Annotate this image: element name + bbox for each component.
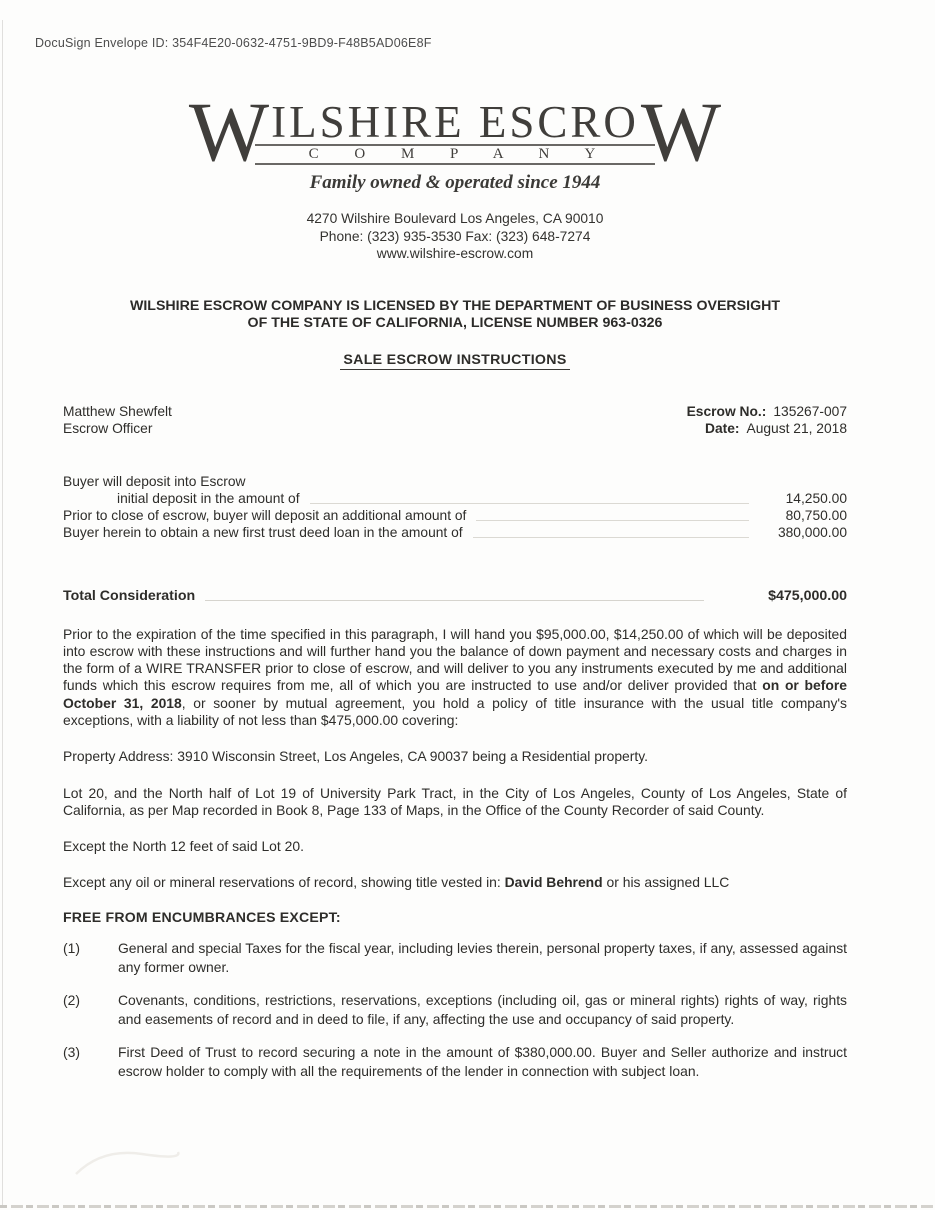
- dotted-leader: [205, 600, 704, 601]
- deposit-amount: 380,000.00: [777, 524, 847, 540]
- deposit-intro: Buyer will deposit into Escrow: [63, 473, 246, 489]
- logo-big-w-right: W: [640, 85, 722, 179]
- date-label: Date:: [705, 420, 740, 436]
- title-row: [63, 351, 847, 370]
- legal-description: Lot 20, and the North half of Lot 19 of University Park Tract, in the City of Los Angeles, County of Los Angeles, State of California, as per Map recorded in Book 8, Page 133 of Maps, in the Office of the County Recorder of said County.: [63, 784, 847, 818]
- deposit-row-additional: [63, 507, 847, 524]
- vesting-text: Except any oil or mineral reservations of record, showing title vested in:: [63, 874, 505, 891]
- vesting-text-end: or his assigned LLC: [602, 874, 730, 891]
- scan-edge-artifact: [2, 20, 3, 1205]
- list-item: [63, 991, 847, 1029]
- date-row: [687, 420, 847, 437]
- docusign-envelope-id: DocuSign Envelope ID: 354F4E20-0632-4751-9BD9-F48B5AD06E8F: [35, 36, 432, 50]
- license-line-2: OF THE STATE OF CALIFORNIA, LICENSE NUMBER 963-0326: [247, 314, 663, 331]
- company-logo: [63, 85, 847, 179]
- escrow-meta-block: [687, 403, 847, 437]
- deposit-label: initial deposit in the amount of: [117, 490, 300, 506]
- website: www.wilshire-escrow.com: [376, 246, 534, 261]
- escrow-number-row: [687, 403, 847, 420]
- item-text: First Deed of Trust to record securing a note in the amount of $380,000.00. Buyer and Seller authorize and instruct escrow holder to comply with all the requirements of the lender in connection with subject loan.: [118, 1043, 847, 1079]
- list-item: [63, 1043, 847, 1081]
- encumbrances-heading: FREE FROM ENCUMBRANCES EXCEPT:: [63, 908, 341, 925]
- logo-wordmark: ILSHIRE ESCRO: [271, 97, 639, 147]
- item-text: Covenants, conditions, restrictions, reservations, exceptions (including oil, gas or mineral rights) rights of way, rights and easements of record and in deed to file, if any, affecting the use and occupancy of said property.: [118, 991, 847, 1027]
- dotted-leader: [310, 503, 749, 504]
- item-number: (3): [63, 1043, 80, 1060]
- contact-block: [63, 210, 847, 263]
- deposit-amount: 14,250.00: [785, 490, 847, 506]
- officer-role: Escrow Officer: [63, 420, 153, 436]
- total-label: Total Consideration: [63, 587, 196, 604]
- escrow-number-label: Escrow No.:: [686, 403, 767, 419]
- document-title: SALE ESCROW INSTRUCTIONS: [340, 352, 569, 370]
- deposit-row-initial: [63, 490, 847, 507]
- scan-smudge-artifact: [72, 1142, 182, 1182]
- list-item: [63, 939, 847, 977]
- officer-block: [63, 403, 172, 437]
- property-address-line: Property Address: 3910 Wisconsin Street, Los Angeles, CA 90037 being a Residential property.: [63, 748, 649, 765]
- logo-company-word: C O M P A N Y: [255, 144, 655, 165]
- exception-mineral: [63, 874, 847, 891]
- phone-fax: Phone: (323) 935-3530 Fax: (323) 648-7274: [319, 228, 591, 244]
- instructions-paragraph: [63, 626, 847, 730]
- paragraph-text-end: , or sooner by mutual agreement, you hold a policy of title insurance with the usual title company's exceptions, with a liability of not less than $475,000.00 covering:: [63, 694, 848, 728]
- street-address: 4270 Wilshire Boulevard Los Angeles, CA 90010: [306, 211, 604, 226]
- scan-bottom-noise: [0, 1205, 935, 1208]
- deposit-label: Prior to close of escrow, buyer will deposit an additional amount of: [63, 507, 467, 523]
- escrow-number-value: 135267-007: [773, 403, 847, 419]
- exception-lot20: Except the North 12 feet of said Lot 20.: [63, 838, 304, 855]
- item-number: (2): [63, 991, 80, 1008]
- item-text: General and special Taxes for the fiscal year, including levies therein, personal property taxes, if any, assessed against any former owner.: [118, 939, 847, 975]
- item-number: (1): [63, 939, 80, 956]
- deposit-intro-row: [63, 473, 847, 490]
- license-line-1: WILSHIRE ESCROW COMPANY IS LICENSED BY THE DEPARTMENT OF BUSINESS OVERSIGHT: [129, 297, 781, 314]
- officer-name: Matthew Shewfelt: [63, 403, 172, 419]
- officer-meta-row: [63, 403, 847, 437]
- deposit-schedule: [63, 473, 847, 541]
- vested-name-bold: David Behrend: [504, 874, 603, 891]
- dotted-leader: [473, 537, 749, 538]
- deposit-label: Buyer herein to obtain a new first trust deed loan in the amount of: [63, 524, 463, 540]
- paragraph-text: Prior to the expiration of the time specified in this paragraph, I will hand you $95,000.00, $14,250.00 of which will be deposited into escrow with these instructions and will further hand you the balance of down payment and necessary costs and charges in the form of a WIRE TRANSFER prior to close of escrow, and will deliver to you any instruments executed by me and additional funds which this escrow requires from me, all of which you are instructed to use and/or deliver provided that: [63, 625, 847, 694]
- deposit-row-loan: [63, 524, 847, 541]
- closing-date-bold: on or before October 31, 2018: [63, 677, 848, 711]
- logo-tagline: Family owned & operated since 1944: [309, 172, 601, 193]
- total-amount: $475,000.00: [768, 587, 847, 604]
- logo-middle: [255, 97, 655, 165]
- deposit-amount: 80,750.00: [785, 507, 847, 523]
- license-statement: [63, 298, 847, 332]
- logo-big-w-left: W: [188, 85, 270, 179]
- document-content: [63, 0, 847, 1081]
- dotted-leader: [476, 520, 749, 521]
- total-consideration-row: [63, 588, 847, 604]
- date-value: August 21, 2018: [746, 420, 847, 436]
